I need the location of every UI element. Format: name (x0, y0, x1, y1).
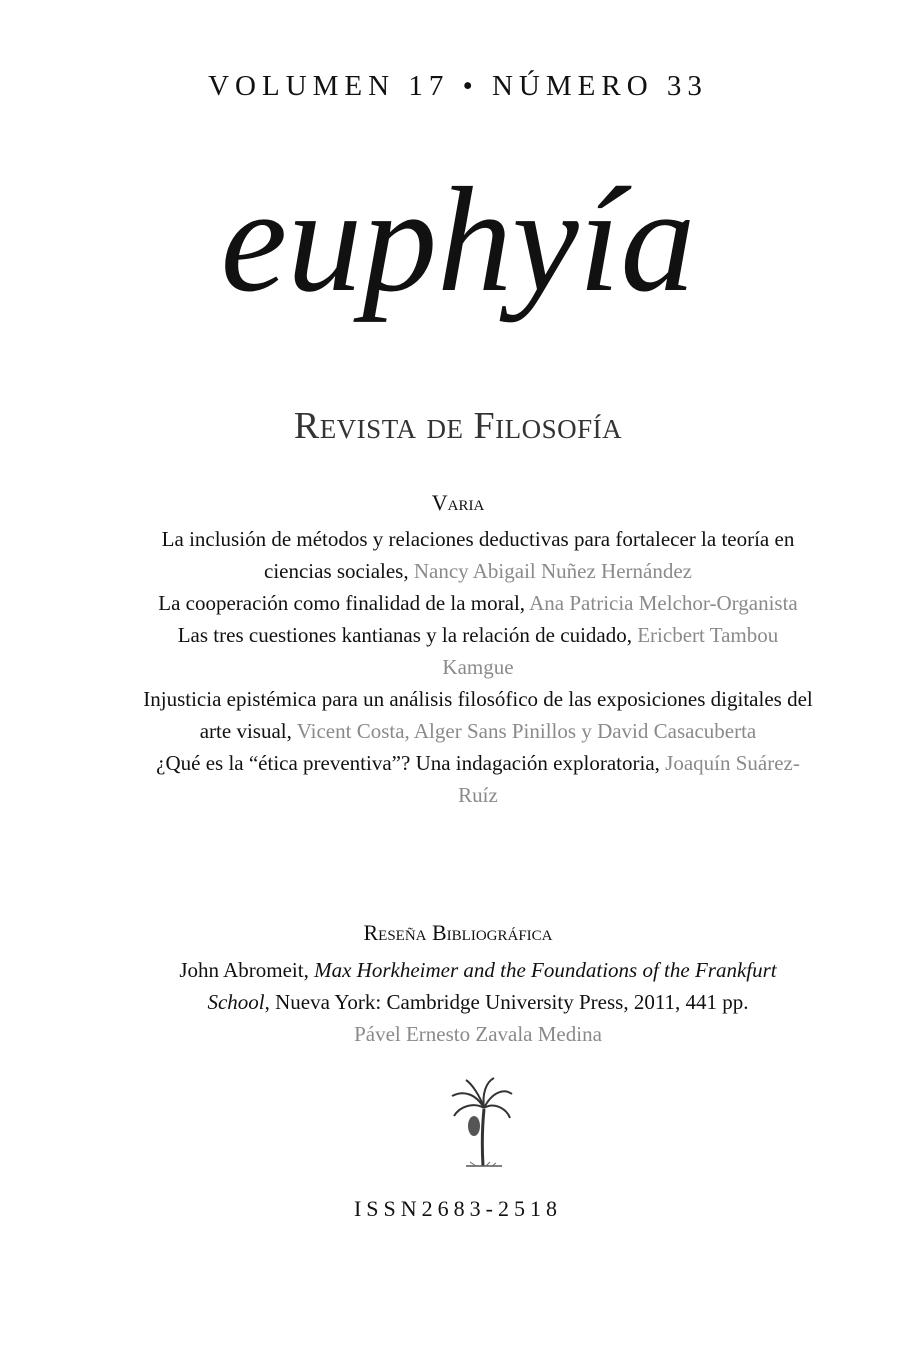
euphyia-wordmark (188, 140, 728, 360)
review-heading: Reseña Bibliográfica (363, 920, 553, 945)
reviewer-name: Pável Ernesto Zavala Medina (354, 1022, 602, 1046)
article-entry[interactable] (140, 619, 816, 683)
book-author: John Abromeit, (179, 958, 309, 982)
article-title: La inclusión de métodos y relaciones deductivas para fortalecer la teoría en ciencias sociales, (161, 527, 795, 583)
varia-heading: Varia (431, 490, 485, 515)
article-author: Ana Patricia Melchor-Organista (529, 591, 798, 615)
article-author: Nancy Abigail Nuñez Hernández (413, 559, 692, 583)
article-author: Ericbert Tambou Kamgue (442, 623, 779, 679)
volume-number-line: VOLUMEN 17 • NÚMERO 33 (208, 70, 708, 102)
article-author: Vicent Costa, Alger Sans Pinillos y David Casacuberta (296, 719, 757, 743)
article-author: Joaquín Suárez-Ruíz (458, 751, 800, 807)
article-entry[interactable] (140, 747, 816, 811)
varia-list (140, 523, 816, 811)
issn-number: ISSN2683-2518 (353, 1196, 562, 1221)
article-entry[interactable] (140, 587, 816, 619)
article-title: La cooperación como finalidad de la moral, (158, 591, 526, 615)
book-review-entry[interactable] (170, 954, 786, 1050)
article-entry[interactable] (140, 523, 816, 587)
article-title: ¿Qué es la “ética preventiva”? Una indagación exploratoria, (156, 751, 660, 775)
palm-tree-icon (446, 1074, 516, 1173)
article-title: Injusticia epistémica para un análisis filosófico de las exposiciones digitales del arte visual, (143, 687, 813, 743)
book-publication: , Nueva York: Cambridge University Press, 2011, 441 pp. (264, 990, 749, 1014)
journal-logo (0, 140, 916, 360)
logo-text: euphyía (220, 157, 696, 323)
journal-subtitle: Revista de Filosofía (293, 405, 623, 447)
article-title: Las tres cuestiones kantianas y la relación de cuidado, (177, 623, 632, 647)
book-title: Max Horkheimer and the Foundations of the Frankfurt School (207, 958, 777, 1014)
article-entry[interactable] (140, 683, 816, 747)
